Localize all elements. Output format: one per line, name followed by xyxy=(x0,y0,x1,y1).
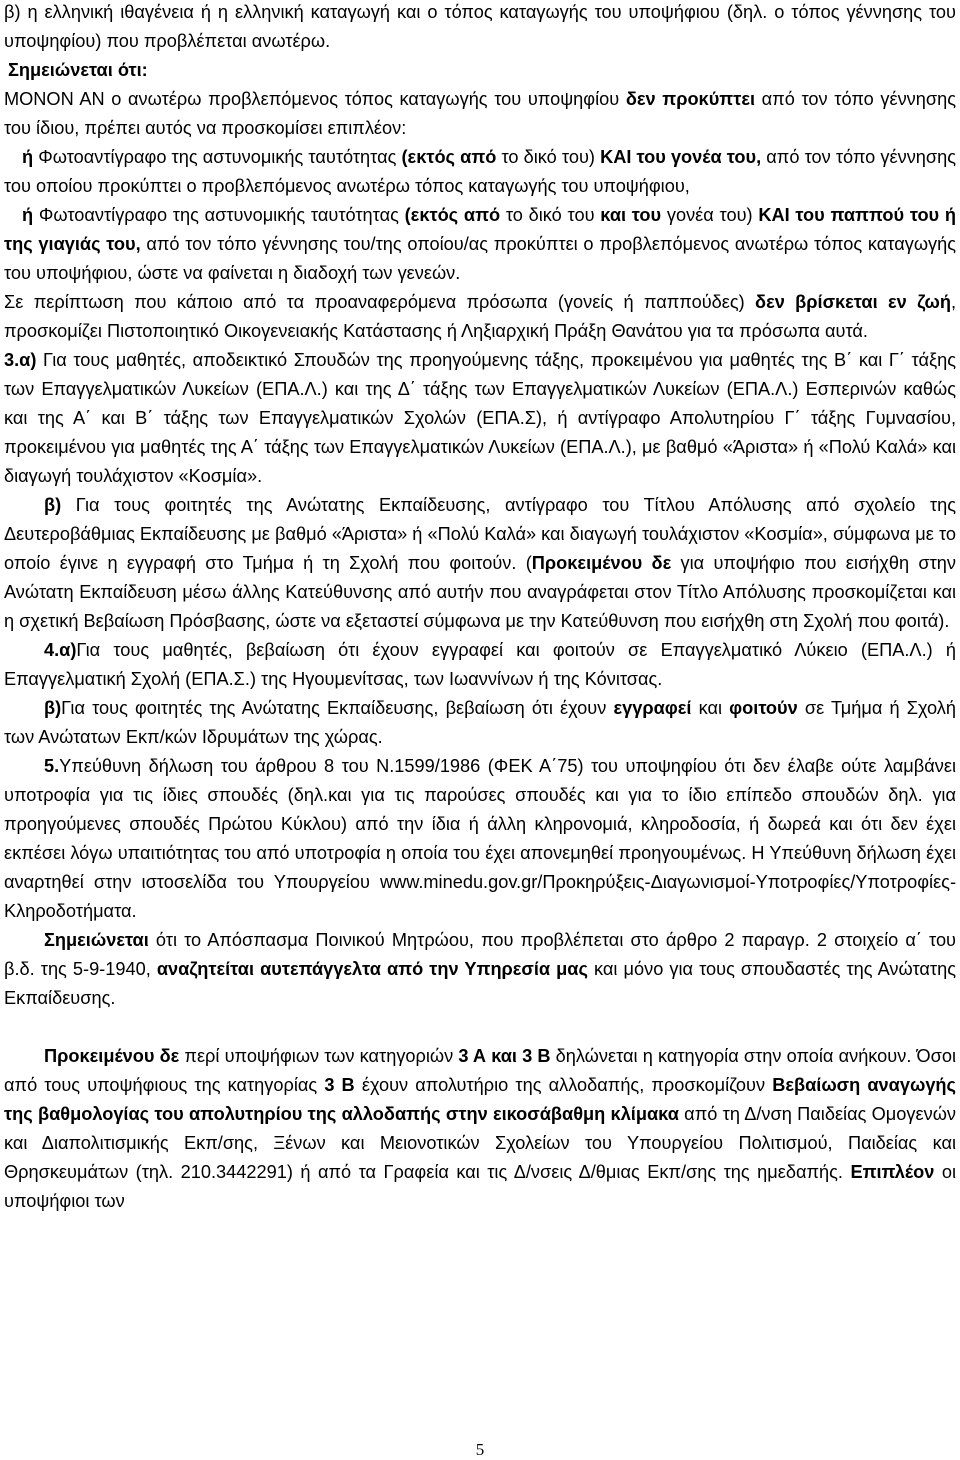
paragraph-4a xyxy=(0,636,960,694)
text: β) η ελληνική ιθαγένεια ή η ελληνική καταγωγή και ο τόπος καταγωγής του υποψήφιου (δηλ. ο τόπος γέννησης του υποψηφίου) που προβλέπεται ανωτέρω. xyxy=(4,2,956,51)
text: γονέα του) xyxy=(661,205,759,225)
text: το δικό του) xyxy=(496,147,601,167)
text: περί υποψήφιων των κατηγοριών xyxy=(179,1046,459,1066)
text: Για τους μαθητές, βεβαίωση ότι έχουν εγγραφεί και φοιτούν σε Επαγγελματικό Λύκειο (ΕΠΑ.Λ.) ή Επαγγελματική Σχολή (ΕΠΑ.Σ.) της Ηγουμενίτσας, των Ιωαννίνων ή της Κόνιτσας. xyxy=(4,640,956,689)
bold-text: Σημειώνεται xyxy=(44,930,149,950)
text: Φωτοαντίγραφο της αστυνομικής ταυτότητας xyxy=(33,147,402,167)
paragraph-option-parent xyxy=(0,143,960,201)
item-number: 5. xyxy=(44,756,60,776)
bold-text: Προκειμένου δε xyxy=(44,1046,180,1066)
paragraph-option-grandparent xyxy=(0,201,960,288)
paragraph-4b xyxy=(0,694,960,752)
text: από τον τόπο γέννησης του ίδιου, πρέπει αυτός να προσκομίσει επιπλέον: xyxy=(4,89,956,138)
note-heading: Σημειώνεται ότι: xyxy=(8,60,148,80)
bold-text: και του xyxy=(600,205,662,225)
paragraph-categories xyxy=(0,1042,960,1216)
text: έχουν απολυτήριο της αλλοδαπής, προσκομίζουν xyxy=(354,1075,773,1095)
text: από τη Δ/νση Παιδείας Ομογενών και Διαπολιτισμικής Εκπ/σης, Ξένων και Μειονοτικών Σχολείων του Υπουργείου Πολιτισμού, Παιδείας και Θρησκευμάτων (τηλ. 210.3442291) ή από τα Γραφεία και τις Δ/νσεις Δ/θμιας Εκπ/σης της ημεδαπής. xyxy=(4,1104,956,1182)
text: από τον τόπο γέννησης του οποίου προκύπτει ο προβλεπόμενος ανωτέρω τόπος καταγωγής του υποψήφιου, xyxy=(4,147,957,196)
bold-text: (εκτός από xyxy=(401,147,497,167)
bold-text: ΚΑΙ του παππού του ή της γιαγιάς του, xyxy=(4,205,956,254)
bold-text: δεν βρίσκεται εν ζωή xyxy=(755,292,951,312)
bold-text: ΚΑΙ του γονέα του, xyxy=(600,147,762,167)
text: για υποψήφιο που εισήχθη στην Ανώτατη Εκπαίδευση μέσω άλλης Κατεύθυνσης από αυτήν που αναγράφεται στον Τίτλο Απόλυσης προσκομίζεται και η σχετική Βεβαίωση Πρόσβασης, ώστε να εξεταστεί σύμφωνα με την Κατεύθυνση που εισήχθη στη Σχολή που φοιτά). xyxy=(4,553,956,631)
bold-text: φοιτούν xyxy=(729,698,798,718)
bold-text: Προκειμένου δε xyxy=(531,553,672,573)
text: Σε περίπτωση που κάποιο από τα προαναφερόμενα πρόσωπα (γονείς ή παππούδες) xyxy=(4,292,756,312)
bold-text: (εκτός από xyxy=(404,205,501,225)
item-number: 3.α) xyxy=(4,350,37,370)
bold-text: ή xyxy=(22,205,34,225)
paragraph-3b xyxy=(0,491,960,636)
text: Φωτοαντίγραφο της αστυνομικής ταυτότητας xyxy=(33,205,405,225)
paragraph-only-if xyxy=(0,85,960,143)
text: από τον τόπο γέννησης του/της οποίου/ας προκύπτει ο προβλεπόμενος ανωτέρω τόπος καταγωγής του υποψήφιου, ώστε να φαίνεται η διαδοχή των γενεών. xyxy=(4,234,956,283)
text: σε Τμήμα ή Σχολή των Ανώτατων Εκπ/κών Ιδρυμάτων της χώρας. xyxy=(4,698,956,747)
text: Για τους φοιτητές της Ανώτατης Εκπαίδευσης, βεβαίωση ότι έχουν xyxy=(61,698,614,718)
text: , προσκομίζει Πιστοποιητικό Οικογενειακής Κατάστασης ή Ληξιαρχική Πράξη Θανάτου για τα πρόσωπα αυτά. xyxy=(4,292,956,341)
item-number: β) xyxy=(44,495,62,515)
text: και xyxy=(691,698,730,718)
text: ότι το Απόσπασμα Ποινικού Μητρώου, που προβλέπεται στο άρθρο 2 παραγρ. 2 στοιχείο α΄ του β.δ. της 5-9-1940, xyxy=(4,930,956,979)
bold-text: εγγραφεί xyxy=(613,698,692,718)
paragraph-5 xyxy=(0,752,960,926)
bold-text: 3 Α και 3 Β xyxy=(458,1046,551,1066)
paragraph-criminal-record xyxy=(0,926,960,1013)
bold-text: Βεβαίωση αναγωγής της βαθμολογίας του απολυτηρίου της αλλοδαπής στην εικοσάβαθμη κλίμακα xyxy=(4,1075,957,1124)
item-number: 4.α) xyxy=(44,640,77,660)
bold-text: Επιπλέον xyxy=(850,1162,935,1182)
page-number: 5 xyxy=(475,1440,485,1459)
text: Για τους φοιτητές της Ανώτατης Εκπαίδευσης, αντίγραφο του Τίτλου Απόλυσης από σχολείο της Δευτεροβάθμιας Εκπαίδευσης με βαθμό «Άριστα» ή «Πολύ Καλά» και διαγωγή τουλάχιστον «Κοσμία», σύμφωνα με το οποίο έγινε η εγγραφή στο Τμήμα ή τη Σχολή που φοιτούν. ( xyxy=(4,495,956,573)
text: το δικό του xyxy=(500,205,601,225)
bold-text: αναζητείται αυτεπάγγελτα από την Υπηρεσία μας xyxy=(156,959,588,979)
item-number: β) xyxy=(44,698,62,718)
bold-text: 3 Β xyxy=(324,1075,355,1095)
text: οι υποψήφιοι των xyxy=(4,1162,956,1211)
paragraph-ethnicity xyxy=(0,0,960,56)
paragraph-deceased xyxy=(0,288,960,346)
paragraph-3a xyxy=(0,346,960,491)
bold-text: δεν προκύπτει xyxy=(625,89,756,109)
text: Για τους μαθητές, αποδεικτικό Σπουδών της προηγούμενης τάξης, προκειμένου για μαθητές της Β΄ και Γ΄ τάξης των Επαγγελματικών Λυκείων (ΕΠΑ.Λ.) και της Δ΄ τάξης των Επαγγελματικών Λυκείων (ΕΠΑ.Λ.) Εσπερινών καθώς και της Α΄ και Β΄ τάξης των Επαγγελματικών Σχολών (ΕΠΑ.Σ), ή αντίγραφο Απολυτηρίου Γ΄ τάξης Γυμνασίου, προκειμένου για μαθητές της Α΄ τάξης των Επαγγελματικών Λυκείων (ΕΠΑ.Λ.), με βαθμό «Άριστα» ή «Πολύ Καλά» και διαγωγή τουλάχιστον «Κοσμία». xyxy=(4,350,956,486)
paragraph-note-heading xyxy=(0,56,960,85)
bold-text: ή xyxy=(22,147,34,167)
text: Υπεύθυνη δήλωση του άρθρου 8 του Ν.1599/1986 (ΦΕΚ Α΄75) του υποψηφίου ότι δεν έλαβε ούτε λαμβάνει υποτροφία για τις ίδιες σπουδές (δηλ.και για τις παρούσες σπουδές και για το ίδιο επίπεδο σπουδών δηλ. για προηγούμενες σπουδές Πρώτου Κύκλου) από την ίδια ή άλλη κληρονομιά, κληροδοσία, ή δωρεά και ότι δεν έχει εκπέσει λόγω υπαιτιότητας του από υποτροφία η οποία του έχει απονεμηθεί προηγουμένως. Η Υπεύθυνη δήλωση έχει αναρτηθεί στην ιστοσελίδα του Υπουργείου www.minedu.gov.gr/Προκηρύξεις-Διαγωνισμοί-Υποτροφίες/Υποτροφίες-Κληροδοτήματα. xyxy=(4,756,956,921)
text: δηλώνεται η κατηγορία στην οποία ανήκουν. Όσοι από τους υποψήφιους της κατηγορίας xyxy=(4,1046,956,1095)
text: ΜΟΝΟΝ ΑΝ ο ανωτέρω προβλεπόμενος τόπος καταγωγής του υποψηφίου xyxy=(4,89,626,109)
text: και μόνο για τους σπουδαστές της Ανώτατης Εκπαίδευσης. xyxy=(4,959,956,1008)
